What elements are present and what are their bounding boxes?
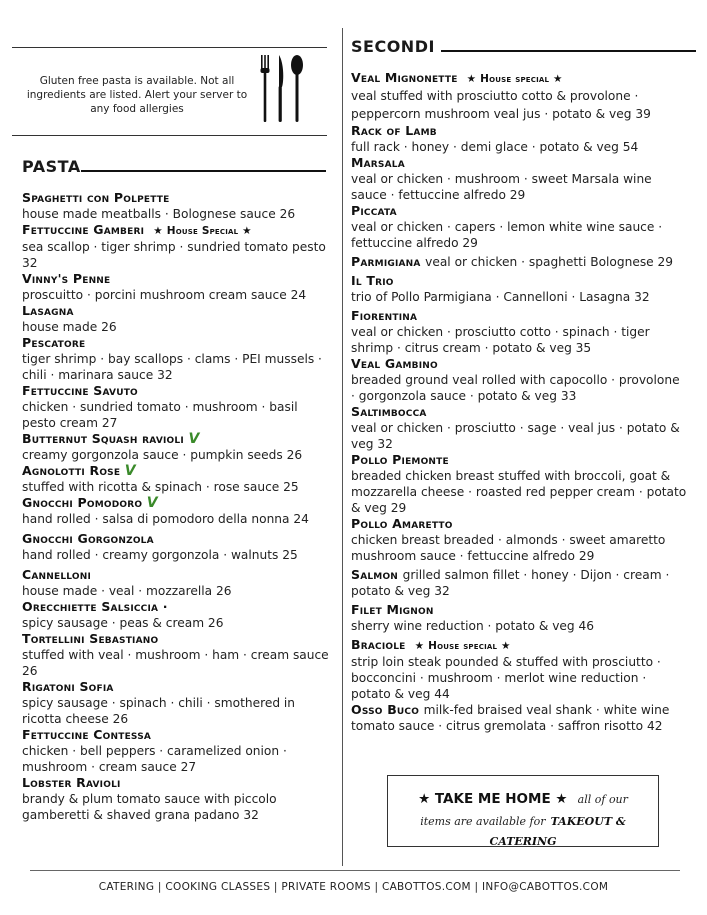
menu-item xyxy=(22,567,334,599)
cutlery-icon xyxy=(258,53,308,125)
item-desc: hand rolled · creamy gorgonzola · walnuts 25 xyxy=(22,548,298,562)
takeout-box xyxy=(387,775,659,847)
item-name: Gnocchi Pomodoro xyxy=(22,495,143,510)
item-name: Filet Mignon xyxy=(351,602,434,617)
allergy-note: Gluten free pasta is available. Not all ingredients are listed. Alert your server to any food allergies xyxy=(26,75,248,115)
vegetarian-icon: V xyxy=(124,463,136,479)
item-desc: proscuitto · porcini mushroom cream sauce 24 xyxy=(22,288,307,302)
item-name: Fettuccine Savuto xyxy=(22,383,138,398)
item-name: Salmon xyxy=(351,567,399,582)
item-desc: house made meatballs · Bolognese sauce 26 xyxy=(22,207,296,221)
menu-item xyxy=(351,273,687,305)
takeout-text: items are available for xyxy=(420,815,546,828)
item-name: Gnocchi Gorgonzola xyxy=(22,531,154,546)
menu-item xyxy=(22,190,334,222)
vegetarian-icon: V xyxy=(146,495,158,511)
menu-item xyxy=(351,452,687,516)
item-name: Osso Buco xyxy=(351,702,420,717)
menu-item xyxy=(22,335,334,383)
menu-item xyxy=(351,203,687,251)
footer-rule xyxy=(30,870,680,871)
pasta-heading xyxy=(22,157,326,176)
secondi-list xyxy=(351,70,687,734)
item-desc: chicken breast breaded · almonds · sweet amaretto mushroom sauce · fettuccine alfredo 29 xyxy=(351,533,666,563)
item-name: Pescatore xyxy=(22,335,86,350)
item-name: Piccata xyxy=(351,203,397,218)
menu-item xyxy=(22,495,334,527)
item-desc: veal or chicken · mushroom · sweet Marsala wine sauce · fettuccine alfredo 29 xyxy=(351,172,652,202)
pasta-title: PASTA xyxy=(22,157,81,176)
item-desc: sea scallop · tiger shrimp · sundried tomato pesto 32 xyxy=(22,240,326,270)
item-desc: tiger shrimp · bay scallops · clams · PEI mussels · chili · marinara sauce 32 xyxy=(22,352,322,382)
house-special-tag: ★ House special ★ xyxy=(414,640,511,652)
item-desc: hand rolled · salsa di pomodoro della nonna 24 xyxy=(22,512,309,526)
item-desc: strip loin steak pounded & stuffed with prosciutto · bocconcini · mushroom · merlot wine reduction · potato & veg 44 xyxy=(351,655,661,701)
takeout-text-bold: TAKEOUT & xyxy=(550,815,626,828)
item-desc: veal or chicken · capers · lemon white wine sauce · fettuccine alfredo 29 xyxy=(351,220,663,250)
pasta-list xyxy=(22,190,334,823)
item-name: Il Trio xyxy=(351,273,394,288)
item-name: Lasagna xyxy=(22,303,74,318)
vegetarian-icon: V xyxy=(188,431,200,447)
item-desc-inline: milk-fed braised veal shank · white wine xyxy=(423,703,670,717)
item-name: Agnolotti Rose xyxy=(22,463,121,478)
item-name: Marsala xyxy=(351,155,405,170)
menu-item xyxy=(22,383,334,431)
menu-item xyxy=(351,254,687,270)
menu-item xyxy=(351,516,687,564)
menu-item xyxy=(22,531,334,563)
item-name: Parmigiana xyxy=(351,254,421,269)
column-divider xyxy=(342,28,343,866)
item-name: Rack of Lamb xyxy=(351,123,437,138)
house-special-tag: ★ House Special ★ xyxy=(153,225,252,237)
secondi-title: SECONDI xyxy=(351,37,435,56)
item-name: Tortellini Sebastiano xyxy=(22,631,159,646)
menu-item xyxy=(22,463,334,495)
menu-item xyxy=(351,404,687,452)
item-name: Pollo Amaretto xyxy=(351,516,453,531)
item-name: Fettuccine Gamberi xyxy=(22,222,145,237)
item-name: Saltimbocca xyxy=(351,404,427,419)
menu-item xyxy=(351,123,687,155)
menu-item xyxy=(22,431,334,463)
item-desc: veal or chicken · prosciutto · sage · veal jus · potato & veg 32 xyxy=(351,421,680,451)
menu-item xyxy=(351,702,687,734)
item-name: Veal Gambino xyxy=(351,356,438,371)
item-name: Spaghetti con Polpette xyxy=(22,190,170,205)
item-desc: house made 26 xyxy=(22,320,117,334)
item-desc: breaded chicken breast stuffed with broccoli, goat & mozzarella cheese · roasted red pepper cream · potato & veg 29 xyxy=(351,469,687,515)
item-name: Braciole xyxy=(351,637,406,652)
menu-item xyxy=(22,727,334,775)
takeout-heading: ★ TAKE ME HOME ★ xyxy=(418,791,568,807)
menu-item xyxy=(351,155,687,203)
menu-item xyxy=(351,567,687,599)
menu-item xyxy=(22,303,334,335)
item-desc: stuffed with veal · mushroom · ham · cream sauce 26 xyxy=(22,648,329,678)
menu-item xyxy=(22,222,334,271)
item-name: Butternut Squash ravioli xyxy=(22,431,184,446)
item-name: Orecchiette Salsiccia · xyxy=(22,599,168,614)
item-desc: trio of Pollo Parmigiana · Cannelloni · Lasagna 32 xyxy=(351,290,650,304)
item-name: Fettuccine Contessa xyxy=(22,727,152,742)
menu-item xyxy=(22,631,334,679)
takeout-text: all of our xyxy=(577,793,628,806)
menu-item xyxy=(22,599,334,631)
item-desc: sherry wine reduction · potato & veg 46 xyxy=(351,619,595,633)
menu-item xyxy=(351,70,687,123)
item-name: Lobster Ravioli xyxy=(22,775,121,790)
menu-item xyxy=(22,679,334,727)
top-rule xyxy=(12,47,327,48)
item-desc: spicy sausage · spinach · chili · smothered in ricotta cheese 26 xyxy=(22,696,296,726)
menu-item xyxy=(351,308,687,356)
item-desc: house made · veal · mozzarella 26 xyxy=(22,584,232,598)
note-bottom-rule xyxy=(12,135,327,136)
menu-item xyxy=(351,356,687,404)
item-desc: veal stuffed with prosciutto cotto & provolone · peppercorn mushroom veal jus · potato & veg 39 xyxy=(351,89,651,121)
item-desc: spicy sausage · peas & cream 26 xyxy=(22,616,224,630)
menu-item xyxy=(22,271,334,303)
house-special-tag: ★ House special ★ xyxy=(466,73,563,85)
footer-links: CATERING | COOKING CLASSES | PRIVATE ROOMS | CABOTTOS.COM | INFO@CABOTTOS.COM xyxy=(98,881,609,893)
menu-item xyxy=(351,637,687,702)
item-desc: chicken · bell peppers · caramelized onion · mushroom · cream sauce 27 xyxy=(22,744,287,774)
item-name: Vinny's Penne xyxy=(22,271,111,286)
item-desc: creamy gorgonzola sauce · pumpkin seeds 26 xyxy=(22,448,303,462)
item-name: Fiorentina xyxy=(351,308,418,323)
item-desc: potato & veg 32 xyxy=(351,584,450,598)
item-desc: veal or chicken · prosciutto cotto · spinach · tiger shrimp · citrus cream · potato & veg 35 xyxy=(351,325,650,355)
item-desc: veal or chicken · spaghetti Bolognese 29 xyxy=(425,255,674,269)
item-desc: full rack · honey · demi glace · potato & veg 54 xyxy=(351,140,639,154)
item-desc-inline: grilled salmon fillet · honey · Dijon · cream · xyxy=(402,568,670,582)
takeout-text-bold: CATERING xyxy=(489,835,557,848)
item-name: Cannelloni xyxy=(22,567,92,582)
item-name: Rigatoni Sofia xyxy=(22,679,114,694)
item-desc: brandy & plum tomato sauce with piccolo gamberetti & shaved grana padano 32 xyxy=(22,792,277,822)
secondi-heading xyxy=(351,37,696,56)
item-name: Veal Mignonette xyxy=(351,70,458,85)
item-desc: breaded ground veal rolled with capocollo · provolone · gorgonzola sauce · potato & veg 33 xyxy=(351,373,680,403)
item-desc: chicken · sundried tomato · mushroom · basil pesto cream 27 xyxy=(22,400,298,430)
item-name: Pollo Piemonte xyxy=(351,452,449,467)
menu-item xyxy=(351,602,687,634)
item-desc: stuffed with ricotta & spinach · rose sauce 25 xyxy=(22,480,299,494)
menu-item xyxy=(22,775,334,823)
item-desc: tomato sauce · citrus gremolata · saffron risotto 42 xyxy=(351,719,663,733)
